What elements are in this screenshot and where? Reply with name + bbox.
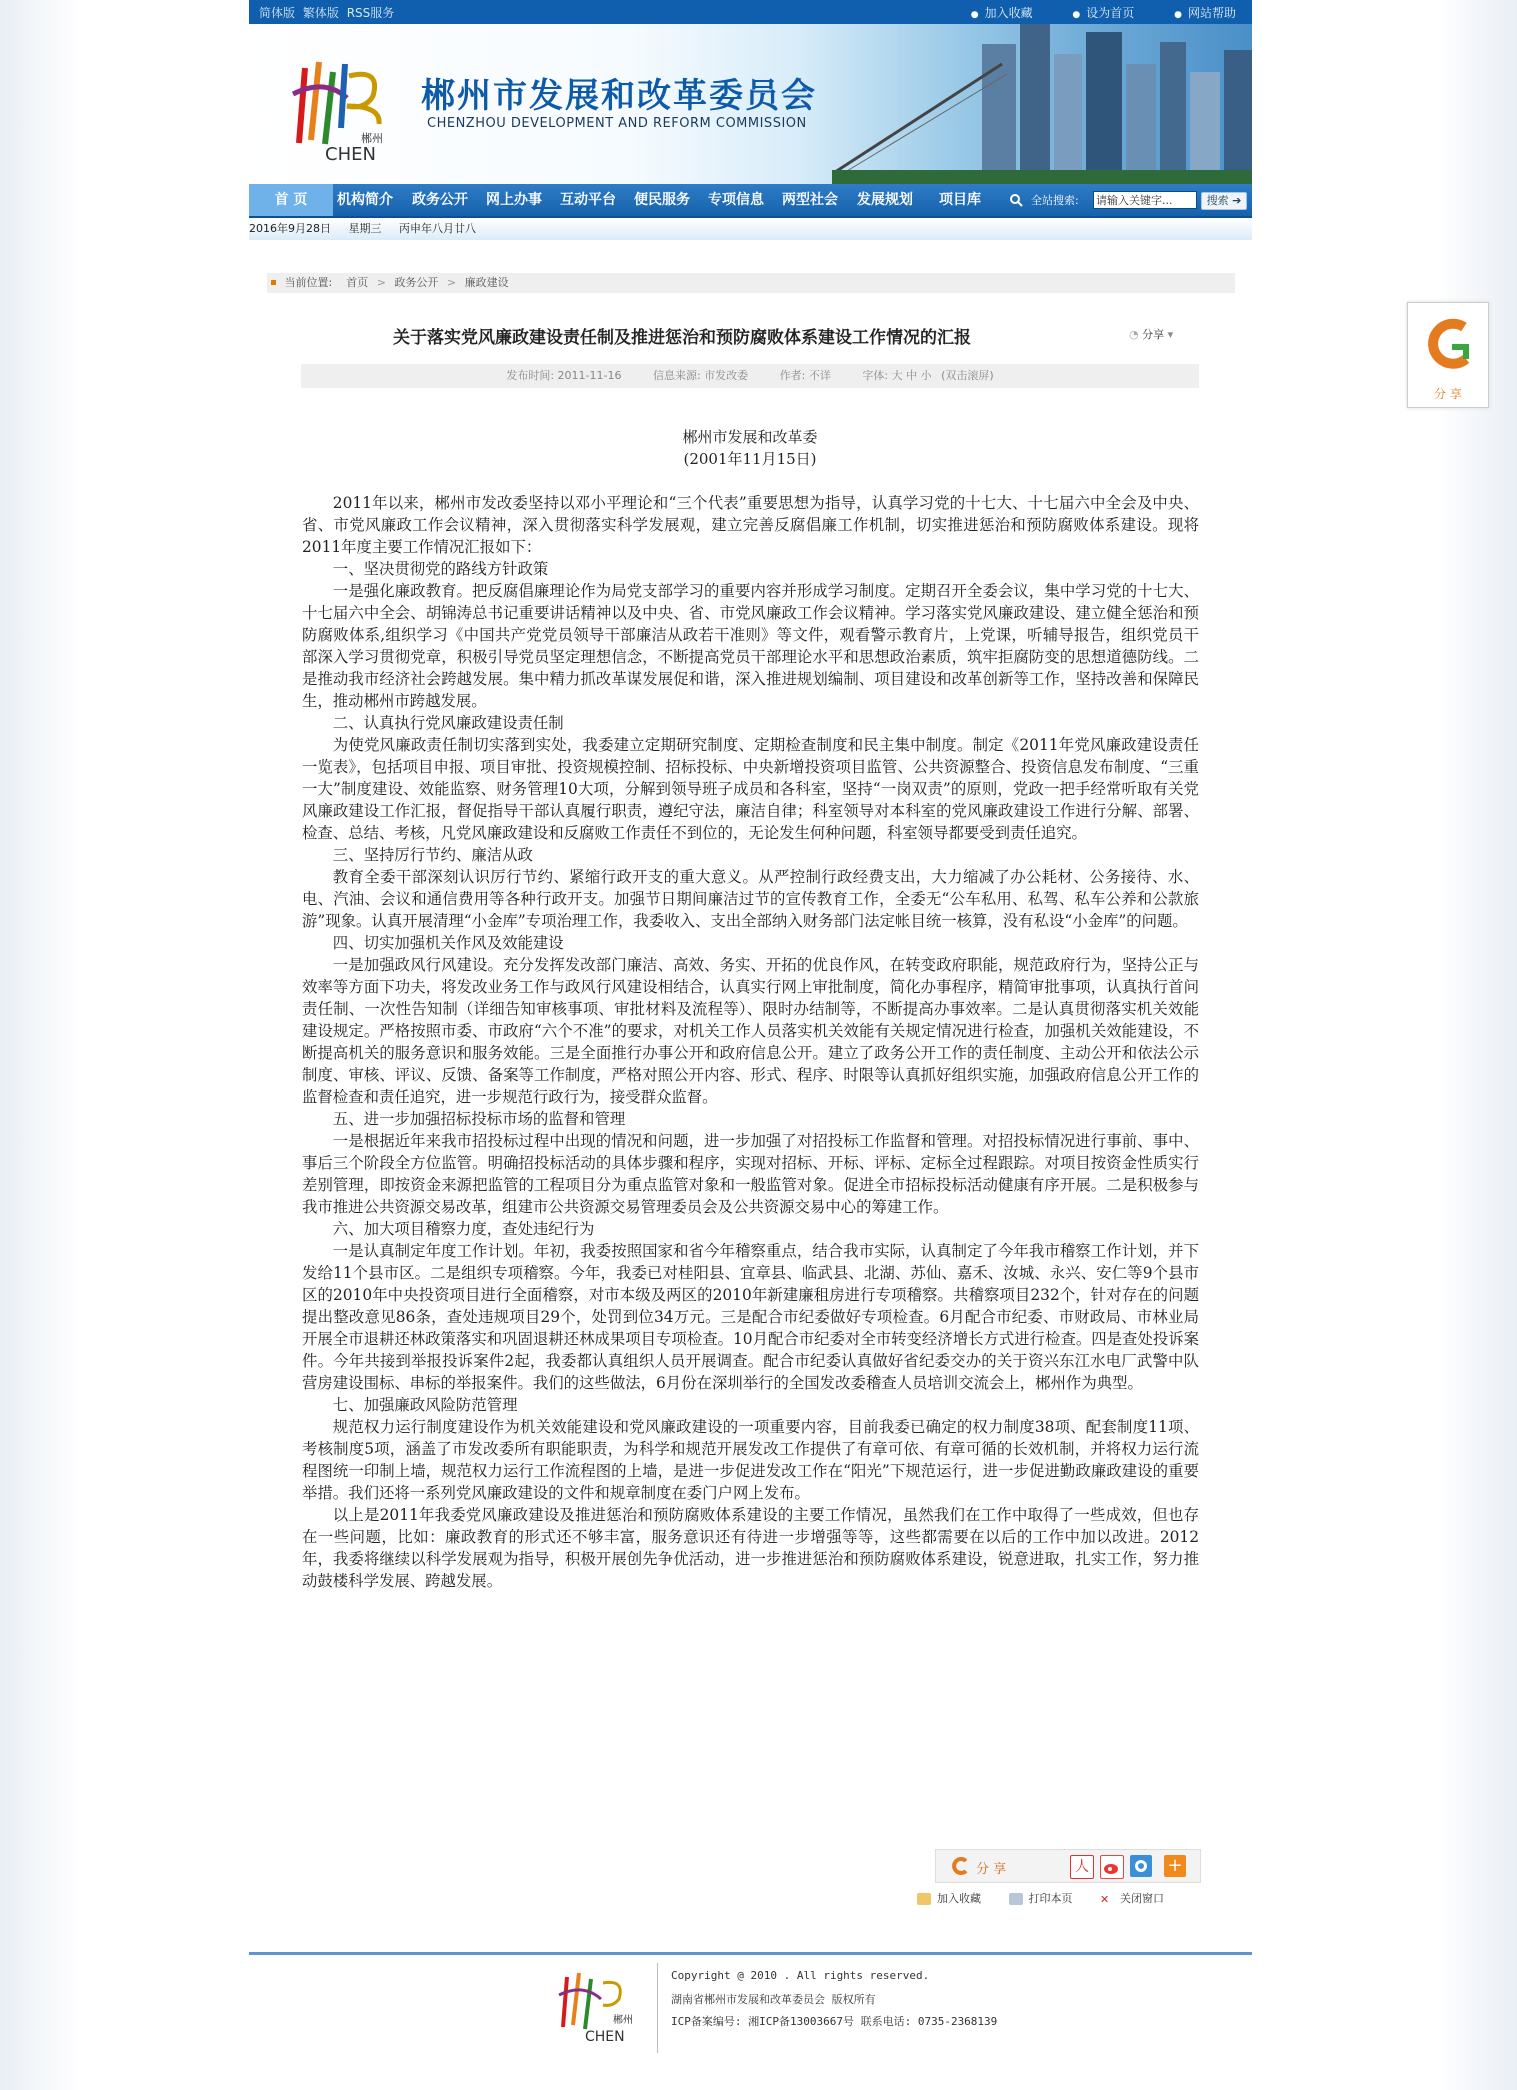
add-favorite-link[interactable] bbox=[971, 6, 1033, 20]
footer-icp: ICP备案编号: 湘ICP备13003667号 联系电话: 0735-2368139 bbox=[671, 2015, 998, 2028]
close-icon: ✕ bbox=[1100, 1893, 1110, 1906]
breadcrumb-label: 当前位置: bbox=[284, 276, 333, 289]
nav-interaction[interactable]: 互动平台 bbox=[560, 192, 616, 208]
nav-gov-affairs[interactable]: 政务公开 bbox=[412, 192, 468, 208]
search-icon bbox=[1009, 193, 1023, 207]
nav-planning[interactable]: 发展规划 bbox=[857, 192, 913, 208]
main-navigation bbox=[249, 184, 1252, 218]
article-body bbox=[302, 492, 1199, 1592]
rss-link[interactable]: RSS服务 bbox=[346, 6, 395, 20]
paragraph: 一是加强政风行风建设。充分发挥发改部门廉洁、高效、务实、开拓的优良作风，在转变政府职能，规范政府行为，坚持公正与效率等方面下功夫，将发改业务工作与政风行风建设相结合，认真实行网上审批制度，简化办事程序，精简审批事项，认真执行首问责任制、一次性告知制（详细告知审核事项、审批材料及流程等）、限时办结制等，不断提高办事效率。二是认真贯彻落实机关效能建设规定。严格按照市委、市政府“六个不准”的要求，对机关工作人员落实机关效能有关规定情况进行检查，加强机关效能建设，不断提高机关的服务意识和服务效能。三是全面推行办事公开和政府信息公开。建立了政务公开工作的责任制度、主动公开和依法公示制度、审核、评议、反馈、备案等工作制度，严格对照公开内容、形式、程序、时限等认真抓好组织实施，加强政府信息公开工作的监督检查和责任追究，进一步规范行政行为，接受群众监督。 bbox=[302, 956, 1199, 1106]
chevron-down-icon: ▾ bbox=[1167, 328, 1174, 341]
close-window-action[interactable] bbox=[1100, 1892, 1164, 1905]
floating-share-label: 分 享 bbox=[1434, 387, 1462, 401]
floating-share-widget[interactable] bbox=[1407, 302, 1489, 408]
nav-public-service[interactable]: 便民服务 bbox=[634, 192, 690, 208]
print-action-label: 打印本页 bbox=[1028, 1892, 1073, 1905]
nav-project-library[interactable]: 项目库 bbox=[939, 192, 981, 208]
circle-bullet-icon: ● bbox=[970, 10, 979, 20]
author: 作者: 不详 bbox=[779, 369, 831, 382]
breadcrumb-current[interactable]: 廉政建设 bbox=[464, 276, 509, 289]
nav-online-service[interactable]: 网上办事 bbox=[486, 192, 542, 208]
paragraph: 为使党风廉政责任制切实落到实处，我委建立定期研究制度、定期检查制度和民主集中制度。制定《2011年党风廉政建设责任一览表》，包括项目申报、项目审批、投资规模控制、招标投标、中央新增投资项目监管、公共资源整合、投资信息发布制度、“三重一大”制度建设、效能监察、财务管理10大项，分解到领导班子成员和各科室，坚持“一岗双责”的原则，党政一把手经常听取有关党风廉政建设工作汇报，督促指导干部认真履行职责，遵纪守法，廉洁自律；科室领导对本科室的党风廉政建设工作进行分解、部署、检查、总结、考核，凡党风廉政建设和反腐败工作责任不到位的，无论发生何种问题，科室领导都要受到责任追究。 bbox=[302, 736, 1199, 842]
section-heading: 七、加强廉政风险防范管理 bbox=[332, 1396, 518, 1414]
footer bbox=[249, 1952, 1252, 2061]
breadcrumb-home[interactable]: 首页 bbox=[346, 276, 369, 289]
circle-bullet-icon: ● bbox=[1174, 10, 1182, 20]
share-small-icon: ◔ bbox=[1129, 328, 1139, 341]
qzone-icon[interactable] bbox=[1130, 1855, 1152, 1877]
traditional-link[interactable]: 繁体版 bbox=[302, 6, 339, 20]
search-label: 全站搜索: bbox=[1031, 194, 1079, 207]
add-favorite-action-label: 加入收藏 bbox=[937, 1892, 981, 1905]
section-heading: 六、加大项目稽察力度，查处违纪行为 bbox=[332, 1220, 595, 1238]
weibo-icon[interactable] bbox=[1100, 1855, 1124, 1879]
folder-icon bbox=[917, 1893, 931, 1905]
font-size-selector[interactable]: 字体: 大 中 小 bbox=[862, 369, 932, 382]
more-icon[interactable]: + bbox=[1164, 1855, 1186, 1877]
logo-cn-text: 郴州 bbox=[361, 132, 383, 145]
paragraph: 一是认真制定年度工作计划。年初，我委按照国家和省今年稽察重点，结合我市实际，认真制定了今年我市稽察工作计划，并下发给11个县市区。二是组织专项稽察。今年，我委已对桂阳县、宜章县、临武县、北湖、苏仙、嘉禾、汝城、永兴、安仁等9个县市区的2010年中央投资项目进行全面稽察，对市本级及两区的2010年新建廉租房进行专项稽察。共稽察项目232个，针对存在的问题提出整改意见86条，查处违规项目29个，处罚到位34万元。三是配合市纪委做好专项检查。6月配合市纪委、市财政局、市林业局开展全市退耕还林政策落实和巩固退耕还林成果项目专项检查。10月配合市纪委对全市转变经济增长方式进行检查。四是查处投诉案件。今年共接到举报投诉案件2起，我委都认真组织人员开展调查。配合市纪委认真做好省纪委交办的关于资兴东江水电厂武警中队营房建设围标、串标的举报案件。我们的这些做法，6月份在深圳举行的全国发改委稽查人员培训交流会上，郴州作为典型。 bbox=[302, 1242, 1199, 1392]
print-action[interactable] bbox=[1009, 1892, 1073, 1905]
search-button-label: 搜索 bbox=[1206, 194, 1229, 207]
share-dropdown[interactable] bbox=[1129, 326, 1173, 342]
share-bar bbox=[935, 1849, 1201, 1883]
site-subtitle: CHENZHOU DEVELOPMENT AND REFORM COMMISSION bbox=[427, 116, 807, 131]
paragraph: 规范权力运行制度建设作为机关效能建设和党风廉政建设的一项重要内容，目前我委已确定的权力制度38项、配套制度11项、考核制度5项，涵盖了市发改委所有职能职责，为科学和规范开展发改工作提供了有章可依、有章可循的长效机制，并将权力运行流程图统一印制上墙，规范权力运行工作流程图的上墙，是进一步促进发改工作在“阳光”下规范运行，进一步促进勤政廉政建设的重要举措。我们还将一系列党风廉政建设的文件和规章制度在委门户网上发布。 bbox=[302, 1418, 1199, 1502]
section-heading: 三、坚持厉行节约、廉洁从政 bbox=[332, 846, 533, 864]
breadcrumb-gov-affairs[interactable]: 政务公开 bbox=[394, 276, 439, 289]
page-container bbox=[249, 0, 1252, 2090]
chevron-right-icon: > bbox=[446, 276, 457, 289]
set-homepage-label: 设为首页 bbox=[1086, 6, 1135, 20]
bullet-icon bbox=[271, 280, 276, 285]
weekday: 星期三 bbox=[348, 222, 382, 235]
logo-en-text: CHEN bbox=[325, 144, 376, 165]
utility-links bbox=[935, 4, 1236, 21]
paragraph: 2011年以来，郴州市发改委坚持以邓小平理论和“三个代表”重要思想为指导，认真学习党的十七大、十七届六中全会及中央、省、市党风廉政工作会议精神，深入贯彻落实科学发展观，建立完善反腐倡廉工作机制，切实推进惩治和预防腐败体系建设。现将2011年度主要工作情况汇报如下： bbox=[302, 494, 1199, 556]
current-date: 2016年9月28日 bbox=[249, 222, 331, 235]
footer-divider bbox=[657, 1963, 658, 2053]
printer-icon bbox=[1009, 1893, 1023, 1905]
renren-icon[interactable]: 人 bbox=[1070, 1855, 1094, 1879]
header-banner bbox=[249, 24, 1252, 184]
page-actions bbox=[917, 1890, 1188, 1906]
search-button[interactable] bbox=[1201, 192, 1247, 210]
search-input[interactable] bbox=[1093, 191, 1197, 209]
share-bar-label: 分 享 bbox=[976, 1862, 1007, 1877]
paragraph: 教育全委干部深刻认识厉行节约、紧缩行政开支的重大意义。从严控制行政经费支出，大力缩减了办公耗材、公务接待、水、电、汽油、会议和通信费用等各种行政开支。加强节日期间廉洁过节的宣传教育工作，全委无“公车私用、私驾、私车公养和公款旅游”现象。认真开展清理“小金库”专项治理工作，我委收入、支出全部纳入财务部门法定帐目统一核算，没有私设“小金库”的问题。 bbox=[302, 868, 1199, 930]
site-title: 郴州市发展和改革委员会 bbox=[421, 76, 817, 116]
add-favorite-label: 加入收藏 bbox=[984, 6, 1033, 20]
footer-owner: 湖南省郴州市发展和改革委员会 版权所有 bbox=[671, 1993, 876, 2006]
footer-logo-cn: 郴州 bbox=[613, 2015, 633, 2026]
footer-logo bbox=[555, 1965, 645, 2045]
lunar-date: 丙申年八月廿八 bbox=[399, 222, 476, 235]
scroll-hint: (双击滚屏) bbox=[941, 369, 994, 382]
footer-logo-en: CHEN bbox=[585, 2029, 625, 2045]
arrow-right-icon: ➔ bbox=[1232, 194, 1242, 207]
help-label: 网站帮助 bbox=[1187, 6, 1236, 20]
close-window-action-label: 关闭窗口 bbox=[1120, 1892, 1164, 1905]
simplified-link[interactable]: 简体版 bbox=[259, 6, 296, 20]
article-date: (2001年11月15日) bbox=[683, 450, 817, 468]
nav-special-info[interactable]: 专项信息 bbox=[708, 192, 764, 208]
chenzhou-logo bbox=[285, 48, 403, 166]
breadcrumb bbox=[267, 273, 1235, 293]
language-links bbox=[259, 4, 398, 21]
info-source: 信息来源: 市发改委 bbox=[652, 369, 749, 382]
article-org: 郴州市发展和改革委 bbox=[682, 428, 818, 446]
add-favorite-action[interactable] bbox=[917, 1892, 981, 1905]
paragraph: 一是强化廉政教育。把反腐倡廉理论作为局党支部学习的重要内容并形成学习制度。定期召开全委会议，集中学习党的十七大、十七届六中全会、胡锦涛总书记重要讲话精神以及中央、省、市党风廉政工作会议精神。学习落实党风廉政建设、建立健全惩治和预防腐败体系,组织学习《中国共产党党员领导干部廉洁从政若干准则》等文件，观看警示教育片，上党课，听辅导报告，组织党员干部深入学习贯彻党章，积极引导党员坚定理想信念，不断提高党员干部理论水平和思想政治素质，筑牢拒腐防变的思想道德防线。二是推动我市经济社会跨越发展。集中精力抓改革谋发展促和谐，深入推进规划编制、项目建设和改革创新等工作，坚持改善和保障民生，推动郴州市跨越发展。 bbox=[302, 582, 1199, 710]
section-heading: 二、认真执行党风廉政建设责任制 bbox=[332, 714, 564, 732]
section-heading: 四、切实加强机关作风及效能建设 bbox=[332, 934, 564, 952]
article-meta bbox=[301, 364, 1199, 388]
footer-copyright: Copyright @ 2010 . All rights reserved. bbox=[671, 1969, 930, 1982]
paragraph: 以上是2011年我委党风廉政建设及推进惩治和预防腐败体系建设的主要工作情况，虽然我们在工作中取得了一些成效，但也存在一些问题，比如：廉政教育的形式还不够丰富，服务意识还有待进一步增强等等，这些都需要在以后的工作中加以改进。2012年，我委将继续以科学发展观为指导，积极开展创先争优活动，进一步推进惩治和预防腐败体系建设，锐意进取，扎实工作，努力推动鼓楼科学发展、跨越发展。 bbox=[302, 1506, 1199, 1590]
circle-bullet-icon: ● bbox=[1072, 10, 1081, 20]
section-heading: 五、进一步加强招标投标市场的监督和管理 bbox=[332, 1110, 626, 1128]
city-skyline-image bbox=[832, 24, 1252, 184]
top-utility-bar bbox=[249, 0, 1252, 24]
share-dropdown-label: 分享 bbox=[1142, 328, 1165, 341]
share-logo-icon bbox=[950, 1856, 970, 1876]
date-row bbox=[249, 218, 1252, 240]
nav-two-type-society[interactable]: 两型社会 bbox=[782, 192, 838, 208]
paragraph: 一是根据近年来我市招投标过程中出现的情况和问题，进一步加强了对招投标工作监督和管理。对招投标情况进行事前、事中、事后三个阶段全方位监管。明确招投标活动的具体步骤和程序，实现对招标、开标、评标、定标全过程跟踪。对项目按资金性质实行差别管理，即按资金来源把监管的工程项目分为重点监管对象和一般监管对象。促进全市招标投标活动健康有序开展。二是积极参与我市推进公共资源交易改革，组建市公共资源交易管理委员会及公共资源交易中心的筹建工作。 bbox=[302, 1132, 1199, 1216]
nav-home[interactable]: 首 页 bbox=[249, 184, 333, 216]
set-homepage-link[interactable] bbox=[1072, 6, 1134, 20]
share-logo-icon bbox=[1422, 313, 1474, 379]
help-link[interactable] bbox=[1174, 6, 1236, 20]
section-heading: 一、坚决贯彻党的路线方针政策 bbox=[332, 560, 549, 578]
chevron-right-icon: > bbox=[376, 276, 386, 289]
publish-time: 发布时间: 2011-11-16 bbox=[506, 369, 622, 382]
nav-about[interactable]: 机构简介 bbox=[337, 192, 393, 208]
article-title: 关于落实党风廉政建设责任制及推进惩治和预防腐败体系建设工作情况的汇报 bbox=[393, 328, 971, 348]
